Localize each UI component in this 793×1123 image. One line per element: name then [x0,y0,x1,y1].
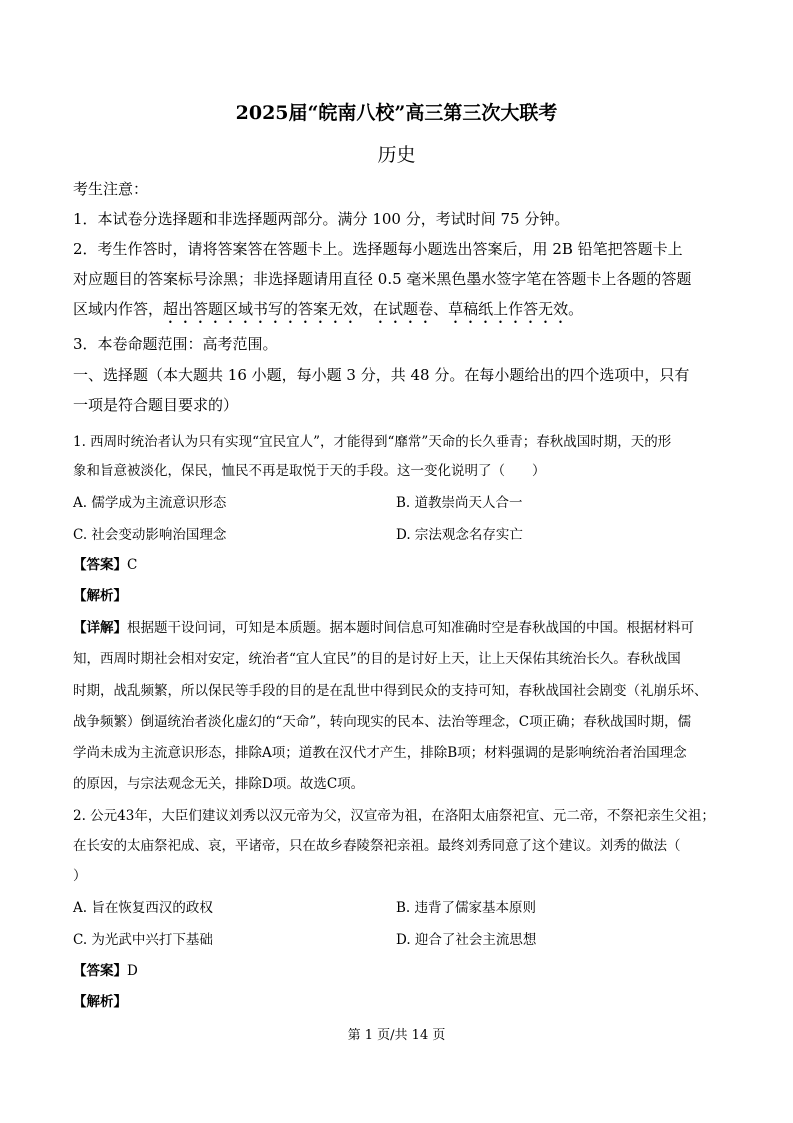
question-2-option-d: D. 迎合了社会主流思想 [396,932,537,948]
question-1-option-b: B. 道教崇尚天人合一 [396,495,523,511]
notice-item-2-line-2: 对应题目的答案标号涂黑；非选择题请用直径 0.5 毫米黑色墨水签字笔在答题卡上各题的答题 [73,270,692,288]
page-footer: 第 1 页/共 14 页 [347,1028,446,1043]
question-1-detail-line-1: 【详解】根据题干设问词，可知是本质题。据本题时间信息可知准确时空是春秋战国的中国。根据材料可 [73,620,694,636]
question-1-stem-line-2: 象和旨意被淡化，保民，恤民不再是取悦于天的手段。这一变化说明了（ ） [73,463,546,479]
question-2-stem-line-3: ） [73,868,87,884]
question-1-analysis-heading: 【解析】 [73,588,127,604]
notice-heading: 考生注意： [73,180,149,198]
question-1-stem-line-1: 1. 西周时统治者认为只有实现“宜民宜人”，才能得到“靡常”天命的长久垂青；春秋战国时期，天的形 [73,434,672,450]
section-heading-line-1: 一、选择题（本大题共 16 小题，每小题 3 分，共 48 分。在每小题给出的四个选项中，只有 [73,366,690,384]
notice-item-2-line-3: 区域内作答，超出答题区域书写的答案无效，在试题卷、草稿纸上作答无效。 [73,300,584,318]
question-1-detail-line-3: 时期，战乱频繁，所以保民等手段的目的是在乱世中得到民众的支持可知，春秋战国社会剧变（礼崩乐坏、 [73,683,708,699]
emphasized-text: 超出答题区域书写的答案无效 [163,300,359,318]
question-2-stem-line-2: 在长安的太庙祭祀成、哀，平诸帝，只在故乡舂陵祭祀亲祖。最终刘秀同意了这个建议。刘秀的做法（ [73,838,681,854]
question-1-answer: 【答案】C [73,557,138,573]
question-1-option-d: D. 宗法观念名存实亡 [396,527,523,543]
question-1-detail-line-2: 知，西周时期社会相对安定，统治者“宜人宜民”的目的是讨好上天，让上天保佑其统治长久。春秋战国 [73,651,681,667]
question-1-option-a: A. 儒学成为主流意识形态 [73,495,227,511]
question-1-detail-line-6: 的原因，与宗法观念无关，排除D项。故选C项。 [73,776,365,792]
subject-title: 历史 [377,144,416,166]
notice-item-3: 3．本卷命题范围：高考范围。 [73,335,278,353]
section-heading-line-2: 一项是符合题目要求的） [73,396,239,414]
question-1-option-c: C. 社会变动影响治国理念 [73,527,227,543]
question-2-option-a: A. 旨在恢复西汉的政权 [73,900,213,916]
question-1-detail-line-4: 战争频繁）倒逼统治者淡化虚幻的“天命”，转向现实的民本、法治等理念，C项正确；春秋战国时期，儒 [73,714,692,730]
question-2-analysis-heading: 【解析】 [73,994,127,1010]
question-1-detail-line-5: 学尚未成为主流意识形态，排除A项；道教在汉代才产生，排除B项；材料强调的是影响统治者治国理念 [73,745,687,761]
page-title: 2025届“皖南八校”高三第三次大联考 [235,102,558,124]
notice-item-2-line-1: 2．考生作答时，请将答案答在答题卡上。选择题每小题选出答案后，用 2B 铅笔把答题卡上 [73,240,683,258]
question-2-stem-line-1: 2. 公元43年，大臣们建议刘秀以汉元帝为父，汉宣帝为祖，在洛阳太庙祭祀宣、元二帝，不祭祀亲生父祖； [73,808,715,824]
notice-item-1: 1．本试卷分选择题和非选择题两部分。满分 100 分，考试时间 75 分钟。 [73,210,570,228]
question-2-answer: 【答案】D [73,963,138,979]
emphasized-text: 草稿纸上作答无效 [448,300,569,318]
emphasized-text: 在试题卷 [373,300,434,318]
question-2-option-c: C. 为光武中兴打下基础 [73,932,213,948]
question-2-option-b: B. 违背了儒家基本原则 [396,900,537,916]
